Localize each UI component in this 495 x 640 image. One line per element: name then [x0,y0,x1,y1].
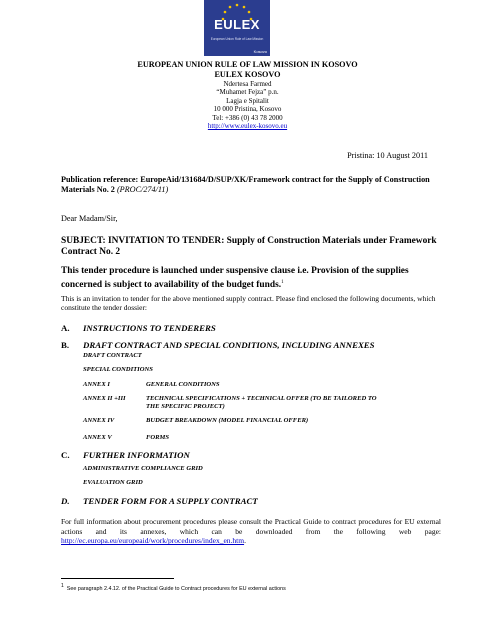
section-title: TENDER FORM FOR A SUPPLY CONTRACT [83,496,258,506]
footnote [61,583,286,592]
section-letter: A. [61,323,70,333]
subject-line: SUBJECT: INVITATION TO TENDER: Supply of Construction Materials under Framework Contract No. 2 [61,236,437,258]
footnote-mark: 1 [61,583,64,589]
intro-paragraph: This is an invitation to tender for the above mentioned supply contract. Please find enclosed the following documents, which constitute the tender dossier: [61,294,436,313]
footnote-reference[interactable]: 1 [281,280,284,286]
annex-value: TECHNICAL SPECIFICATIONS + TECHNICAL OFFER (TO BE TAILORED TO THE SPECIFIC PROJECT) [146,395,377,411]
section-a-heading [61,323,216,333]
closing-text: For full information about procurement procedures please consult the Practical Guide to contract procedures for EU external actions and its annexes, which can be downloaded from the following web page: [61,517,441,536]
letter-date: Pristina: 10 August 2011 [347,151,428,160]
closing-paragraph [61,517,441,546]
logo-kosovo: Kosovo [253,49,267,54]
mission-short-name: EULEX KOSOVO [214,70,281,79]
address-line: “Muhamet Fejza” p.n. [216,88,279,97]
draft-contract-item: DRAFT CONTRACT [83,352,142,359]
logo-subtitle: European Union Rule of Law Mission [210,37,264,41]
annex-row [83,381,386,389]
annex-value: GENERAL CONDITIONS [146,381,220,388]
annex-value: BUDGET BREAKDOWN (MODEL FINANCIAL OFFER) [146,417,309,424]
closing-end: . [244,536,246,546]
section-title: DRAFT CONTRACT AND SPECIAL CONDITIONS, INCLUDING ANNEXES [83,340,375,350]
website-link[interactable]: http://www.eulex-kosovo.eu [207,122,288,131]
annex-key: ANNEX I [83,381,110,388]
annex-row [83,395,386,411]
annex-key: ANNEX II +III [83,395,126,402]
footnote-divider [61,578,174,579]
address-line: Ndertesa Farmed [223,80,272,88]
section-d-heading [61,496,258,506]
salutation: Dear Madam/Sir, [61,214,118,223]
footnote-text: See paragraph 2.4.12. of the Practical Guide to Contract procedures for EU external actions [66,586,286,592]
mission-name: EUROPEAN UNION RULE OF LAW MISSION IN KOSOVO [137,60,358,69]
letterhead [0,60,495,130]
annex-row [83,417,386,425]
procedures-link[interactable]: http://ec.europa.eu/europeaid/work/procedures/index_en.htm [61,536,245,546]
logo-wordmark: EULEX [214,17,260,32]
annex-value: FORMS [146,434,170,441]
section-b-heading [61,340,375,350]
section-letter: D. [61,496,70,506]
section-title: INSTRUCTIONS TO TENDERERS [83,323,216,333]
section-c-heading [61,450,190,460]
publication-reference [61,175,441,196]
section-letter: C. [61,450,70,460]
address-line: Lagja e Spitalit [226,96,269,105]
address-line: 10 000 Pristina, Kosovo [213,105,282,114]
admin-grid-item: ADMINISTRATIVE COMPLIANCE GRID [83,465,203,472]
suspensive-clause [61,266,441,292]
annex-key: ANNEX V [83,434,112,441]
section-letter: B. [61,340,70,350]
suspensive-clause-text: This tender procedure is launched under suspensive clause i.e. Provision of the supplies concerned is subject to availability of the budget funds. [61,266,409,291]
publication-reference-text: Publication reference: EuropeAid/131684/D/SUP/XK/Framework contract for the Supply of Construction Materials No. 2 [61,175,430,195]
special-conditions-item: SPECIAL CONDITIONS [83,366,153,373]
phone-line: Tel: +386 (0) 43 78 2000 [212,113,283,122]
eulex-logo [204,0,270,56]
eval-grid-item: EVALUATION GRID [83,479,143,486]
annex-key: ANNEX IV [83,417,115,424]
procedure-number: (PROC/274/11) [116,185,169,195]
annex-row [83,434,386,442]
section-title: FURTHER INFORMATION [83,450,190,460]
